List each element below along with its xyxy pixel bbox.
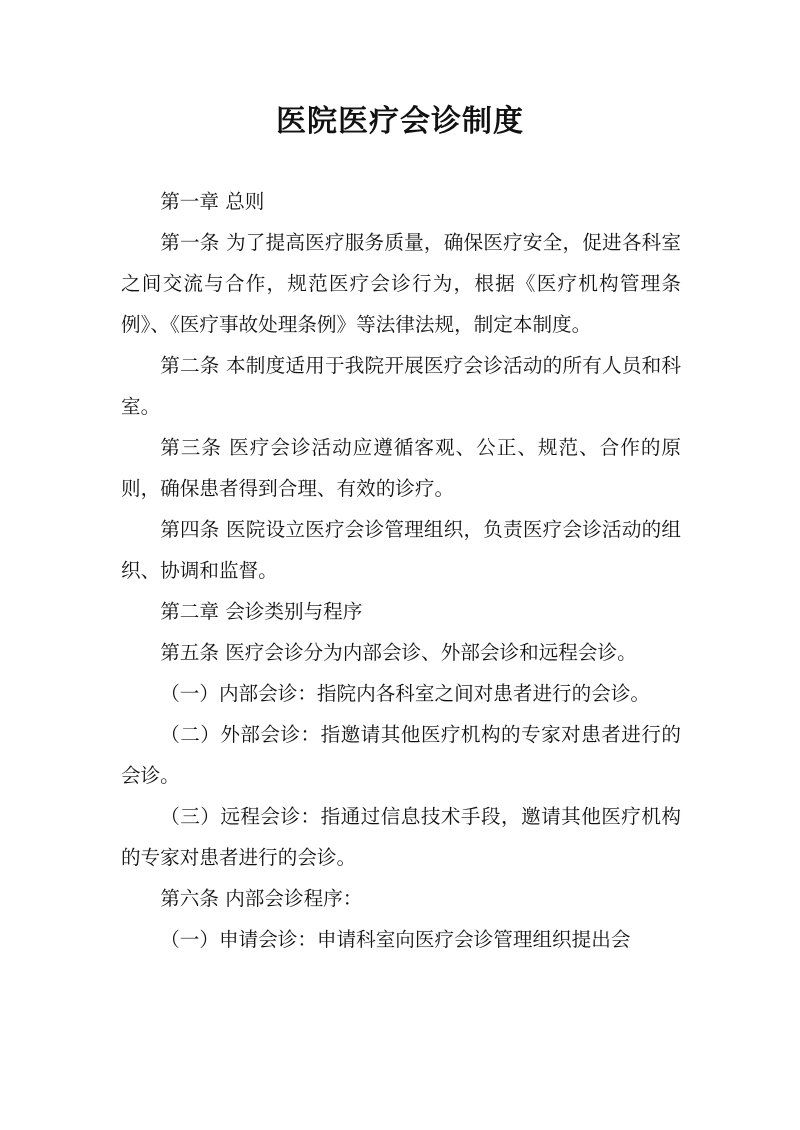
clause-paragraph: （一）内部会诊：指院内各科室之间对患者进行的会诊。 bbox=[160, 682, 651, 705]
document-body bbox=[121, 181, 681, 960]
clause-paragraph: （一）申请会诊：申请科室向医疗会诊管理组织提出会 bbox=[160, 928, 631, 951]
chapter-heading: 第二章 会诊类别与程序 bbox=[160, 600, 363, 623]
article-paragraph: 第五条 医疗会诊分为内部会诊、外部会诊和远程会诊。 bbox=[160, 641, 637, 664]
clause-paragraph: （二）外部会诊：指邀请其他医疗机构的专家对患者进行的会诊。 bbox=[121, 723, 681, 787]
clause-paragraph: （三）远程会诊：指通过信息技术手段，邀请其他医疗机构的专家对患者进行的会诊。 bbox=[121, 805, 681, 869]
article-paragraph: 第三条 医疗会诊活动应遵循客观、公正、规范、合作的原则，确保患者得到合理、有效的诊疗。 bbox=[121, 436, 681, 500]
chapter-heading: 第一章 总则 bbox=[160, 190, 265, 213]
article-paragraph: 第一条 为了提高医疗服务质量，确保医疗安全，促进各科室之间交流与合作，规范医疗会诊行为，根据《医疗机构管理条例》、《医疗事故处理条例》等法律法规，制定本制度。 bbox=[121, 231, 681, 336]
article-paragraph: 第二条 本制度适用于我院开展医疗会诊活动的所有人员和科室。 bbox=[121, 354, 681, 418]
article-paragraph: 第六条 内部会诊程序： bbox=[160, 887, 363, 910]
article-paragraph: 第四条 医院设立医疗会诊管理组织，负责医疗会诊活动的组织、协调和监督。 bbox=[121, 518, 681, 582]
document-title: 医院医疗会诊制度 bbox=[276, 104, 524, 139]
